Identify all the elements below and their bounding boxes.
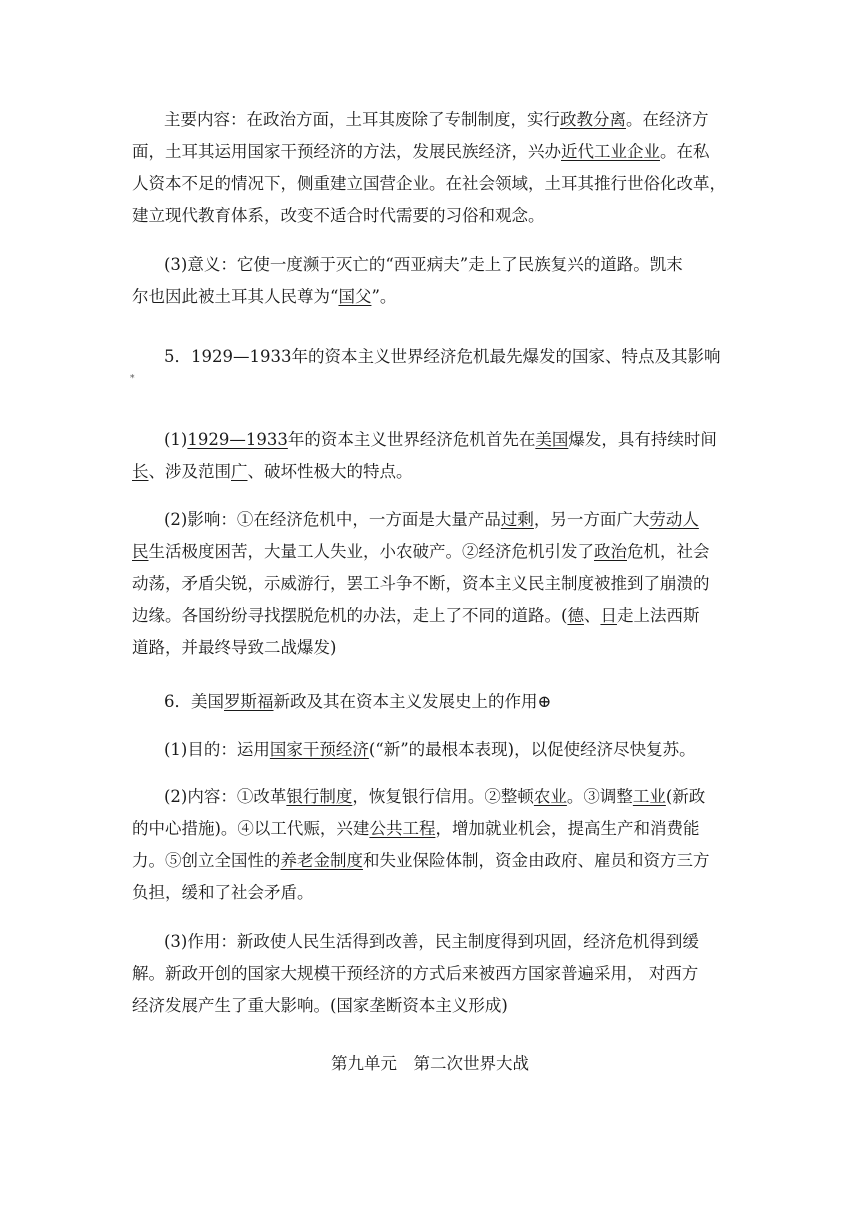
paragraph-new-deal-content (132, 781, 732, 909)
underlined-term: 政教分离 (560, 110, 626, 129)
underlined-term: 日 (600, 606, 617, 625)
paragraph-new-deal-effect (132, 926, 732, 1022)
footnote-mark: * (130, 374, 135, 384)
text-line: 经济发展产生了重大影响。(国家垄断资本主义形成) (132, 996, 508, 1015)
text-line: 道路，并最终导致二战爆发) (132, 638, 337, 657)
paragraph-significance (132, 249, 732, 313)
text-line: 边缘。各国纷纷寻找摆脱危机的办法，走上了不同的道路。(德、日走上法西斯 (132, 606, 700, 625)
paragraph-reform-content (132, 104, 732, 232)
text-line: 尔也因此被土耳其人民尊为“国父”。 (132, 287, 397, 306)
underlined-term: 近代工业企业 (561, 142, 660, 161)
text-line: 建立现代教育体系，改变不适合时代需要的习俗和观念。 (132, 206, 545, 225)
underlined-term: 政治 (594, 542, 627, 561)
text-line: 长、涉及范围广、破坏性极大的特点。 (132, 462, 413, 481)
text-line: (2)影响：①在经济危机中，一方面是大量产品过剩，另一方面广大劳动人 (164, 510, 699, 529)
underlined-term: 银行制度 (286, 787, 353, 806)
section-heading-5 (132, 341, 732, 373)
underlined-term: 国家干预经济 (269, 740, 369, 759)
underlined-term: 国父 (338, 287, 372, 306)
underlined-term: 罗斯福 (224, 692, 274, 711)
underlined-term: 公共工程 (369, 819, 436, 838)
text-line: (3)作用：新政使人民生活得到改善，民主制度得到巩固，经济危机得到缓 (164, 932, 699, 951)
underlined-term: 1929—1933 (187, 430, 288, 449)
section-heading-6 (132, 686, 732, 718)
underlined-term: 美国 (535, 430, 569, 449)
text-line: 民生活极度困苦，大量工人失业，小农破产。②经济危机引发了政治危机，社会 (132, 542, 710, 561)
text-line: 的中心措施)。④以工代赈，兴建公共工程，增加就业机会，提高生产和消费能 (132, 819, 700, 838)
paragraph-crisis-impact (132, 504, 732, 664)
underlined-term: 广 (231, 462, 248, 481)
underlined-term: 农业 (533, 787, 567, 806)
text-line: 6．美国罗斯福新政及其在资本主义发展史上的作用⊕ (164, 692, 552, 711)
text-line: (3)意义：它使一度濒于灭亡的“西亚病夫”走上了民族复兴的道路。凯末 (164, 255, 683, 274)
text-line: 解。新政开创的国家大规模干预经济的方式后来被西方国家普遍采用， 对西方 (132, 964, 699, 983)
text-line: 动荡，矛盾尖锐，示威游行，罢工斗争不断，资本主义民主制度被推到了崩溃的 (132, 574, 710, 593)
text-line: 面，土耳其运用国家干预经济的方法，发展民族经济，兴办近代工业企业。在私 (132, 142, 710, 161)
text-line: 力。⑤创立全国性的养老金制度和失业保险体制，资金由政府、雇员和资方三方 (132, 851, 710, 870)
unit-heading: 第九单元 第二次世界大战 (331, 1054, 529, 1073)
paragraph-new-deal-purpose (132, 734, 732, 766)
underlined-term: 长 (132, 462, 149, 481)
underlined-term: 民 (132, 542, 149, 561)
text-line: (1)目的：运用国家干预经济(“新”的最根本表现)，以促使经济尽快复苏。 (164, 740, 696, 759)
underlined-term: 过剩 (500, 510, 534, 529)
underlined-term: 工业 (632, 787, 666, 806)
text-line: 负担，缓和了社会矛盾。 (132, 883, 314, 902)
text-line: 5．1929—1933年的资本主义世界经济危机最先爆发的国家、特点及其影响 (164, 347, 721, 366)
underlined-term: 德 (567, 606, 584, 625)
underlined-term: 养老金制度 (280, 851, 363, 870)
text-line: (2)内容：①改革银行制度，恢复银行信用。②整顿农业。③调整工业(新政 (164, 787, 706, 806)
paragraph-crisis-features (132, 424, 732, 488)
text-line: 人资本不足的情况下，侧重建立国营企业。在社会领域，土耳其推行世俗化改革， (132, 174, 726, 193)
text-line: 主要内容：在政治方面，土耳其废除了专制制度，实行政教分离。在经济方 (164, 110, 709, 129)
text-line: (1)1929—1933年的资本主义世界经济危机首先在美国爆发，具有持续时间 (164, 430, 717, 449)
underlined-term: 劳动人 (649, 510, 699, 529)
